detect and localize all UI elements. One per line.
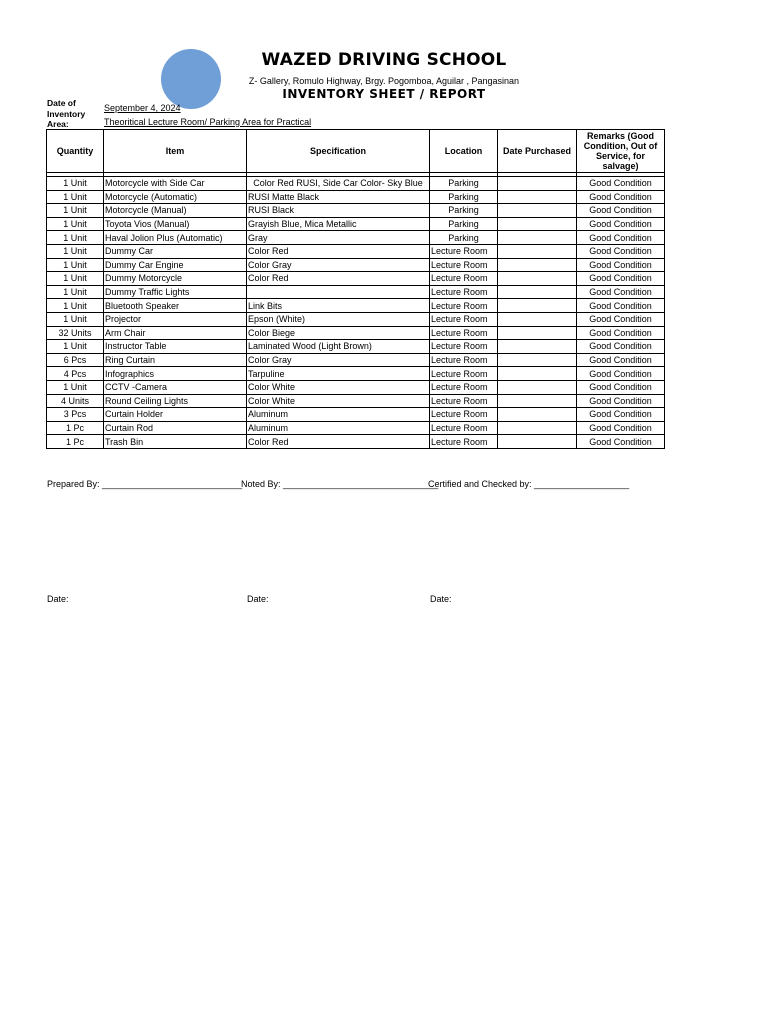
row-specification: Link Bits bbox=[247, 299, 430, 313]
row-item: Motorcycle with Side Car bbox=[104, 177, 247, 191]
row-quantity: 1 Unit bbox=[47, 244, 104, 258]
row-specification: RUSI Matte Black bbox=[247, 190, 430, 204]
row-specification: RUSI Black bbox=[247, 204, 430, 218]
prepared-date-label: Date: bbox=[47, 594, 69, 604]
inventory-area-value: Theoritical Lecture Room/ Parking Area for Practical bbox=[104, 117, 312, 127]
row-quantity: 1 Unit bbox=[47, 190, 104, 204]
row-remarks: Good Condition bbox=[577, 217, 665, 231]
noted-date-label: Date: bbox=[247, 594, 269, 604]
table-row bbox=[47, 285, 665, 299]
row-date-purchased bbox=[498, 380, 577, 394]
row-location: Lecture Room bbox=[430, 435, 498, 449]
row-remarks: Good Condition bbox=[577, 177, 665, 191]
table-row bbox=[47, 217, 665, 231]
row-quantity: 1 Pc bbox=[47, 421, 104, 435]
row-location: Lecture Room bbox=[430, 394, 498, 408]
row-remarks: Good Condition bbox=[577, 353, 665, 367]
row-remarks: Good Condition bbox=[577, 421, 665, 435]
row-location: Parking bbox=[430, 231, 498, 245]
row-quantity: 4 Units bbox=[47, 394, 104, 408]
row-location: Parking bbox=[430, 217, 498, 231]
row-quantity: 1 Unit bbox=[47, 299, 104, 313]
header-quantity: Quantity bbox=[47, 130, 104, 173]
row-quantity: 1 Unit bbox=[47, 285, 104, 299]
row-date-purchased bbox=[498, 217, 577, 231]
row-item: Curtain Rod bbox=[104, 421, 247, 435]
certified-date-label: Date: bbox=[430, 594, 452, 604]
row-specification: Grayish Blue, Mica Metallic bbox=[247, 217, 430, 231]
row-quantity: 4 Pcs bbox=[47, 367, 104, 381]
header-location: Location bbox=[430, 130, 498, 173]
prepared-by-line: Prepared By: ____________________________ bbox=[47, 479, 243, 489]
row-item: Arm Chair bbox=[104, 326, 247, 340]
row-item: Dummy Motorcycle bbox=[104, 272, 247, 286]
row-specification: Color White bbox=[247, 394, 430, 408]
row-specification: Color Red RUSI, Side Car Color- Sky Blue bbox=[247, 177, 430, 191]
row-quantity: 1 Unit bbox=[47, 258, 104, 272]
row-item: Toyota Vios (Manual) bbox=[104, 217, 247, 231]
sheet-title: INVENTORY SHEET / REPORT bbox=[282, 87, 486, 101]
row-location: Lecture Room bbox=[430, 408, 498, 422]
row-remarks: Good Condition bbox=[577, 340, 665, 354]
table-row bbox=[47, 340, 665, 354]
row-date-purchased bbox=[498, 244, 577, 258]
table-row bbox=[47, 394, 665, 408]
row-specification: Gray bbox=[247, 231, 430, 245]
row-remarks: Good Condition bbox=[577, 394, 665, 408]
row-quantity: 1 Unit bbox=[47, 272, 104, 286]
row-quantity: 32 Units bbox=[47, 326, 104, 340]
row-item: Bluetooth Speaker bbox=[104, 299, 247, 313]
table-row bbox=[47, 380, 665, 394]
row-specification: Color Biege bbox=[247, 326, 430, 340]
row-date-purchased bbox=[498, 326, 577, 340]
header-date-purchased: Date Purchased bbox=[498, 130, 577, 173]
table-row bbox=[47, 408, 665, 422]
row-quantity: 1 Pc bbox=[47, 435, 104, 449]
row-remarks: Good Condition bbox=[577, 408, 665, 422]
row-remarks: Good Condition bbox=[577, 204, 665, 218]
row-specification: Epson (White) bbox=[247, 312, 430, 326]
school-address: Z- Gallery, Romulo Highway, Brgy. Pogomboa, Aguilar , Pangasinan bbox=[248, 76, 520, 86]
row-item: Projector bbox=[104, 312, 247, 326]
table-row bbox=[47, 312, 665, 326]
row-location: Lecture Room bbox=[430, 312, 498, 326]
row-date-purchased bbox=[498, 312, 577, 326]
row-quantity: 1 Unit bbox=[47, 312, 104, 326]
inventory-date-value: September 4, 2024 bbox=[104, 103, 181, 113]
row-date-purchased bbox=[498, 353, 577, 367]
table-row bbox=[47, 244, 665, 258]
table-row bbox=[47, 204, 665, 218]
row-remarks: Good Condition bbox=[577, 190, 665, 204]
table-row bbox=[47, 177, 665, 191]
row-quantity: 1 Unit bbox=[47, 217, 104, 231]
row-location: Lecture Room bbox=[430, 353, 498, 367]
row-item: Dummy Car Engine bbox=[104, 258, 247, 272]
row-item: Motorcycle (Automatic) bbox=[104, 190, 247, 204]
row-date-purchased bbox=[498, 367, 577, 381]
row-item: Dummy Car bbox=[104, 244, 247, 258]
row-specification: Color Red bbox=[247, 244, 430, 258]
row-specification: Aluminum bbox=[247, 408, 430, 422]
school-name: WAZED DRIVING SCHOOL bbox=[261, 50, 507, 70]
row-remarks: Good Condition bbox=[577, 326, 665, 340]
header-item: Item bbox=[104, 130, 247, 173]
row-quantity: 1 Unit bbox=[47, 204, 104, 218]
row-quantity: 1 Unit bbox=[47, 340, 104, 354]
table-row bbox=[47, 258, 665, 272]
row-item: Curtain Holder bbox=[104, 408, 247, 422]
row-specification: Tarpuline bbox=[247, 367, 430, 381]
row-remarks: Good Condition bbox=[577, 231, 665, 245]
row-item: Round Ceiling Lights bbox=[104, 394, 247, 408]
row-specification: Color White bbox=[247, 380, 430, 394]
row-specification: Color Red bbox=[247, 272, 430, 286]
row-date-purchased bbox=[498, 204, 577, 218]
row-location: Parking bbox=[430, 190, 498, 204]
table-row bbox=[47, 421, 665, 435]
row-location: Lecture Room bbox=[430, 272, 498, 286]
row-specification: Laminated Wood (Light Brown) bbox=[247, 340, 430, 354]
inventory-table bbox=[46, 129, 665, 449]
row-remarks: Good Condition bbox=[577, 244, 665, 258]
row-date-purchased bbox=[498, 394, 577, 408]
row-date-purchased bbox=[498, 408, 577, 422]
row-specification: Color Red bbox=[247, 435, 430, 449]
row-specification bbox=[247, 285, 430, 299]
row-location: Lecture Room bbox=[430, 244, 498, 258]
row-item: Instructor Table bbox=[104, 340, 247, 354]
row-remarks: Good Condition bbox=[577, 272, 665, 286]
inventory-date-label: Date of Inventory Area: bbox=[47, 98, 86, 129]
row-item: Motorcycle (Manual) bbox=[104, 204, 247, 218]
row-date-purchased bbox=[498, 272, 577, 286]
row-date-purchased bbox=[498, 258, 577, 272]
row-specification: Color Gray bbox=[247, 258, 430, 272]
header-remarks: Remarks (Good Condition, Out of Service, for salvage) bbox=[577, 130, 665, 173]
table-row bbox=[47, 231, 665, 245]
row-location: Lecture Room bbox=[430, 367, 498, 381]
table-body bbox=[47, 173, 665, 449]
noted-by-line: Noted By: _______________________________ bbox=[241, 479, 439, 489]
table-row bbox=[47, 435, 665, 449]
row-location: Lecture Room bbox=[430, 421, 498, 435]
row-remarks: Good Condition bbox=[577, 299, 665, 313]
table-row bbox=[47, 367, 665, 381]
row-remarks: Good Condition bbox=[577, 312, 665, 326]
row-quantity: 1 Unit bbox=[47, 177, 104, 191]
row-date-purchased bbox=[498, 299, 577, 313]
row-date-purchased bbox=[498, 177, 577, 191]
row-date-purchased bbox=[498, 421, 577, 435]
row-date-purchased bbox=[498, 435, 577, 449]
row-date-purchased bbox=[498, 190, 577, 204]
row-item: Haval Jolion Plus (Automatic) bbox=[104, 231, 247, 245]
row-date-purchased bbox=[498, 231, 577, 245]
row-remarks: Good Condition bbox=[577, 285, 665, 299]
row-location: Lecture Room bbox=[430, 299, 498, 313]
row-location: Lecture Room bbox=[430, 258, 498, 272]
row-quantity: 6 Pcs bbox=[47, 353, 104, 367]
row-location: Parking bbox=[430, 204, 498, 218]
row-remarks: Good Condition bbox=[577, 367, 665, 381]
row-location: Parking bbox=[430, 177, 498, 191]
row-item: Infographics bbox=[104, 367, 247, 381]
table-row bbox=[47, 353, 665, 367]
row-item: Dummy Traffic Lights bbox=[104, 285, 247, 299]
header-specification: Specification bbox=[247, 130, 430, 173]
row-location: Lecture Room bbox=[430, 285, 498, 299]
row-remarks: Good Condition bbox=[577, 380, 665, 394]
table-row bbox=[47, 190, 665, 204]
row-specification: Color Gray bbox=[247, 353, 430, 367]
row-item: Trash Bin bbox=[104, 435, 247, 449]
row-item: CCTV -Camera bbox=[104, 380, 247, 394]
row-item: Ring Curtain bbox=[104, 353, 247, 367]
row-quantity: 1 Unit bbox=[47, 231, 104, 245]
row-remarks: Good Condition bbox=[577, 435, 665, 449]
table-row bbox=[47, 326, 665, 340]
row-specification: Aluminum bbox=[247, 421, 430, 435]
row-quantity: 1 Unit bbox=[47, 380, 104, 394]
row-quantity: 3 Pcs bbox=[47, 408, 104, 422]
row-location: Lecture Room bbox=[430, 326, 498, 340]
row-remarks: Good Condition bbox=[577, 258, 665, 272]
row-location: Lecture Room bbox=[430, 340, 498, 354]
table-row bbox=[47, 272, 665, 286]
row-date-purchased bbox=[498, 340, 577, 354]
table-row bbox=[47, 299, 665, 313]
row-location: Lecture Room bbox=[430, 380, 498, 394]
table-header-row bbox=[47, 130, 665, 173]
certified-by-line: Certified and Checked by: ___________________ bbox=[428, 479, 630, 489]
row-date-purchased bbox=[498, 285, 577, 299]
